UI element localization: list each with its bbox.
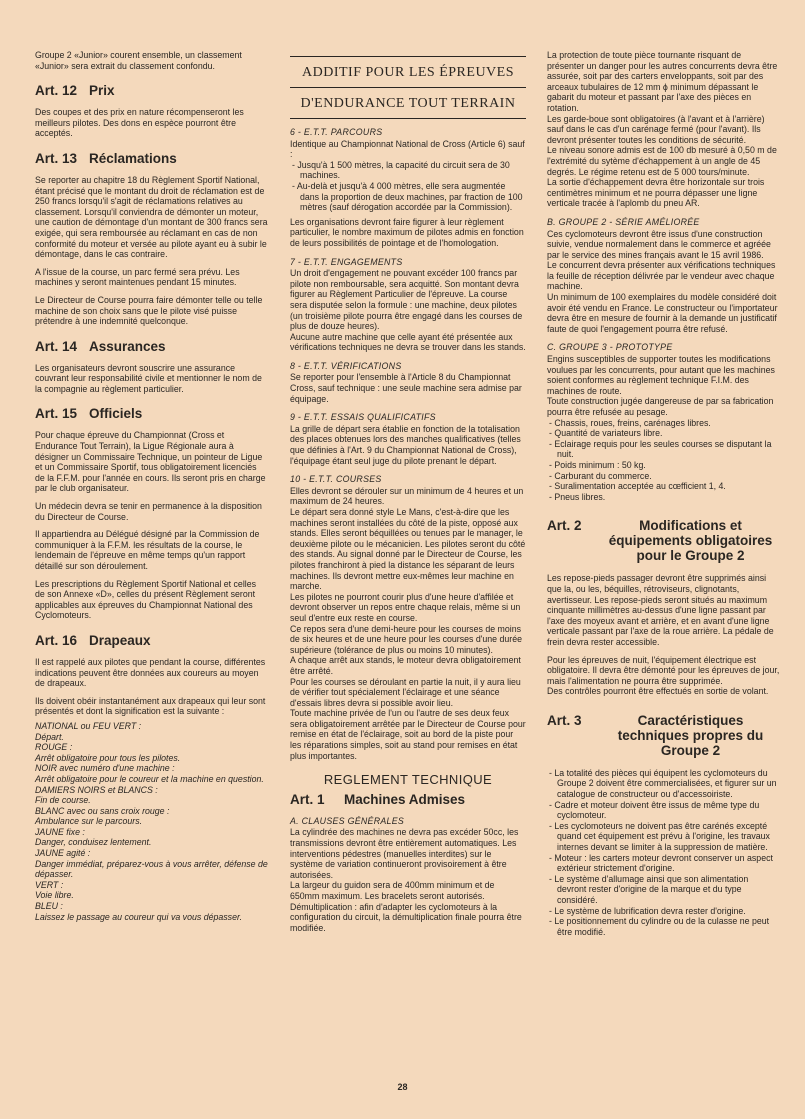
list-item: - Le système de lubrification devra rester d'origine. [549, 905, 746, 916]
divider [290, 118, 526, 119]
paragraph: Toute construction jugée dangereuse de par sa fabrication pourra être refusée au pesage. [547, 396, 774, 417]
list-item: - Carburant du commerce. [549, 470, 652, 481]
list-item: - Eclairage requis pour les seules courses se disputant la nuit. [549, 438, 772, 460]
flag-line: NOIR avec numéro d'une machine : [35, 763, 175, 774]
flag-line: BLEU : [35, 901, 63, 912]
paragraph: Les garde-boue sont obligatoires (à l'avant et à l'arrière) sauf dans le cas d'un carénage fermé (pour l'avant). Ils devront présenter toutes les conditions de sécurité. [547, 113, 765, 145]
list-item: - Au-delà et jusqu'à 4 000 mètres, elle sera augmentée dans la proportion de deux machines, par fraction de 100 mètres (sauf dérogation accordée par la Commission). [292, 180, 523, 213]
subsection-title: A. CLAUSES GÉNÉRALES [290, 815, 405, 826]
paragraph: La sortie d'échappement devra être horizontale sur trois centimètres minimum et ne pourra dépasser une ligne verticale tracée à l'aplomb du pneu AR. [547, 177, 765, 209]
article-16-heading: Art. 16 Drapeaux [35, 632, 151, 648]
section-banner: ADDITIF POUR LES ÉPREUVES [301, 65, 514, 80]
paragraph: Aucune autre machine que celle ayant été présentée aux vérifications techniques ne devra se trouver dans les stands. [290, 331, 526, 353]
paragraph: Pour les courses se déroulant en partie la nuit, il y aura lieu de vérifier tout spécialement l'éclairage et une séance d'essais libres devra si possible avoir lieu. [290, 676, 521, 708]
article-16-text: Il est rappelé aux pilotes que pendant la course, différentes indications peuvent être données aux coureurs au moyen de drapeaux. [35, 656, 266, 689]
article-13-heading: Art. 13 Réclamations [35, 150, 177, 166]
column-right [547, 50, 780, 941]
paragraph: Les pilotes ne pourront courir plus d'une heure d'affilée et devront observer un repos entre chaque relais, même si un seul d'entre eux reste en course. [290, 591, 521, 623]
column-middle [290, 50, 526, 933]
article-16-text: Ils doivent obéir instantanément aux drapeaux qui leur sont présentés et dont la signification est la suivante : [35, 695, 266, 717]
paragraph: Ce repos sera d'une demi-heure pour les courses de moins de six heures et de une heure pour les courses d'une durée supérieure (tolérance de plus ou moins 10 minutes). [290, 623, 523, 655]
article-15-text: Un médecin devra se tenir en permanence à la disposition du Directeur de Course. [35, 501, 262, 522]
paragraph: Toute machine privée de l'un ou l'autre de ses deux feux sera obligatoirement arrêtée par le Directeur de Course pour remise en état de l'éclairage, soit au bord de la piste pour les réparations simples, soit au stand pour remises en état plus importantes. [290, 708, 526, 761]
paragraph: Les repose-pieds passager devront être supprimés ainsi que la, ou les, béquilles, rétroviseurs, clignotants, avertisseur. Les repose-pieds seront situés au maximum cinquante millimètres au-dessus d'une ligne passant par l'axe des moyeux avant et arrière, et en avant d'une ligne verticale passant par l'axe de la roue arrière. La pédale de frein devra rester accessible. [547, 573, 774, 647]
flag-line: ROUGE : [35, 742, 73, 753]
paragraph: Démultiplication : afin d'adapter les cyclomoteurs à la configuration du circuit, la démultiplication finale pourra être modifiée. [290, 901, 522, 933]
subsection-title: B. GROUPE 2 - SÉRIE AMÉLIORÉE [547, 216, 700, 227]
paragraph: Identique au Championnat National de Cross (Article 6) sauf : [290, 138, 525, 160]
list-item: - Jusqu'à 1 500 mètres, la capacité du circuit sera de 30 machines. [292, 159, 510, 181]
list [290, 160, 526, 213]
article-14-heading: Art. 14 Assurances [35, 338, 166, 354]
paragraph: Les organisations devront faire figurer à leur règlement particulier, le nombre maximum de pilotes admis en fonction de leurs possibilités de pointage et de l'homologation. [290, 216, 524, 248]
flag-line: JAUNE agité : [35, 848, 91, 859]
flag-line: JAUNE fixe : [35, 826, 85, 837]
flag-line: Laissez le passage au coureur qui va vous dépasser. [35, 911, 243, 922]
paragraph: Un droit d'engagement ne pouvant excéder 100 francs par pilote non remboursable, sera acquitté. Son montant devra figurer au Règlement Particulier de l'épreuve. La course sera disputée selon la formule : une machine, deux pilotes (un troisième pilote pourra être engagé dans les courses de plus de douze heures). [290, 268, 523, 332]
flag-line: Danger immédiat, préparez-vous à vous arrêter, défense de dépasser. [35, 858, 268, 880]
list-item: - Le système d'allumage ainsi que son alimentation devront rester d'origine de la marque et du type considéré. [549, 873, 749, 905]
flag-line: Fin de course. [35, 795, 91, 806]
list-item: - Pneus libres. [549, 491, 606, 502]
subsection-title: 6 - E.T.T. PARCOURS [290, 127, 383, 137]
paragraph: La protection de toute pièce tournante risquant de présenter un danger pour les autres concurrents devra être assurée, soit par des carters enveloppants, soit par des arceaux tubulaires de 12 mm ϕ minimum dépassant le gabarit du moteur et passant par l'axe des pièces en rotation. [547, 50, 778, 113]
list-item: - Moteur : les carters moteur devront conserver un aspect extérieur strictement d'origine. [549, 852, 773, 874]
article-15-heading: Art. 15 Officiels [35, 406, 143, 422]
article-2-heading: Art. 2 Modifications et équipements obligatoires pour le Groupe 2 [547, 518, 773, 564]
subsection-title: 7 - E.T.T. ENGAGEMENTS [290, 256, 403, 267]
list-item: - Chassis, roues, freins, carénages libres. [549, 417, 711, 428]
paragraph: Le niveau sonore admis est de 100 db mesuré à 0,50 m de l'extrémité du sytème d'échappement à un angle de 45 degrés. Le régime retenu est de 5 000 tours/minute. [547, 145, 777, 177]
section-banner: D'ENDURANCE TOUT TERRAIN [300, 96, 516, 111]
paragraph: Elles devront se dérouler sur un minimum de 4 heures et un maximum de 24 heures. [290, 485, 524, 507]
paragraph: La largeur du guidon sera de 400mm minimum et de 650mm maximum. Les bracelets seront autorisés. [290, 880, 495, 901]
list-item: - Cadre et moteur doivent être issus de même type du cyclomoteur. [549, 799, 760, 821]
list-item: - Quantité de variateurs libre. [549, 428, 663, 439]
article-15-text: Pour chaque épreuve du Championnat (Cross et Endurance Tout Terrain), la Ligue Régionale aura à désigner un Commissaire Technique, un pointeur de Ligue et un Commissaire Sportif, tous obligatoirement licenciés de la F.F.M. pour l'année en cours. Ils seront pris en charge par le club organisateur. [35, 430, 266, 494]
subsection-title: 10 - E.T.T. COURSES [290, 474, 382, 485]
paragraph: Un minimum de 100 exemplaires du modèle considéré doit avoir été vendu en France. Le constructeur ou l'importateur devra être en mesure de fournir à la demande un justificatif faute de quoi l'engagement pourra être refusé. [547, 292, 778, 334]
article-13-text: Se reporter au chapitre 18 du Règlement Sportif National, étant précisé que le montant du droit de réclamation est de 250 francs lorsqu'il s'agit de réclamations relatives au classement. Lorsqu'il conviendra de démonter un moteur, une caution de démontage d'un montant de 300 francs sera exigée, qui sera remboursée au réclamant en cas de non conformité du moteur et versée au pilote ayant eu à subir le démontage, dans le cas contraire. [35, 174, 268, 260]
list-item: - Le positionnement du cylindre ou de la culasse ne peut être modifié. [549, 916, 770, 937]
paragraph: Des contrôles pourront être effectués en sortie de volant. [547, 686, 769, 697]
article-12-text: Des coupes et des prix en nature récompenseront les meilleurs pilotes. Des dons en espèce pourront être acceptés. [35, 107, 244, 139]
list-item: - Les cyclomoteurs ne doivent pas être carénés excepté quand cet équipement est prévu à l'origine, les travaux internes devant se limiter à la suppression de matière. [549, 820, 770, 853]
paragraph: La grille de départ sera établie en fonction de la totalisation des places obtenues lors des manches qualificatives (telles que définies à l'Art. 9 du Championnat National de Cross), l'équipage étant seul juge du pilote prenant le départ. [290, 423, 521, 466]
article-15-text: Il appartiendra au Délégué désigné par la Commission de communiquer à la F.F.M. les résultats de la course, le lendemain de l'épreuve en même temps qu'un rapport détaillé sur son déroulement. [35, 529, 260, 571]
paragraph: Le concurrent devra présenter aux vérifications techniques la feuille de réception délivrée par le vendeur avec chaque machine. [547, 260, 776, 292]
paragraph: Pour les épreuves de nuit, l'équipement électrique est obligatoire. Il devra être démonté pour les épreuves de jour, mais l'alimentation ne pourra être supprimée. [547, 654, 780, 686]
article-1-heading: Art. 1 Machines Admises [290, 791, 466, 807]
paragraph: Se reporter pour l'ensemble à l'Article 8 du Championnat Cross, sauf technique : une seule machine sera admise par équipage. [290, 372, 522, 404]
article-14-text: Les organisateurs devront souscrire une assurance couvrant leur responsabilité civile et mentionner le nom de la compagnie au règlement particulier. [35, 362, 262, 394]
intro-paragraph: Groupe 2 «Junior» courent ensemble, un classement «Junior» sera extrait du classement confondu. [35, 50, 242, 71]
flag-line: Arrêt obligatoire pour tous les pilotes. [35, 752, 181, 763]
flag-line: VERT : [35, 879, 64, 890]
paragraph: Engins susceptibles de supporter toutes les modifications voulues par les concurrents, pour autant que les machines soient conformes au règlement technique F.I.M. des machines de route. [547, 354, 775, 396]
list-item: - La totalité des pièces qui équipent les cyclomoteurs du Groupe 2 doivent être commercialisées, et figurer sur un catalogue de constructeur ou d'accessoiriste. [549, 767, 777, 800]
flag-line: BLANC avec ou sans croix rouge : [35, 805, 170, 816]
flag-line: NATIONAL ou FEU VERT : [35, 720, 142, 731]
article-3-heading: Art. 3 Caractéristiques techniques propres du Groupe 2 [547, 712, 764, 758]
subsection-title: C. GROUPE 3 - PROTOTYPE [547, 342, 673, 353]
page-number: 28 [397, 1082, 408, 1092]
flag-line: Voie libre. [35, 890, 74, 901]
technical-rules-title: REGLEMENT TECHNIQUE [323, 772, 493, 788]
article-12-heading: Art. 12 Prix [35, 83, 115, 99]
article-15-text: Les prescriptions du Règlement Sportif National et celles de son Annexe «D», celles du présent Règlement seront applicables aux épreuves du Championnat National des Cyclomoteurs. [35, 578, 257, 621]
flag-line: Arrêt obligatoire pour le coureur et la machine en question. [35, 773, 264, 784]
paragraph: A chaque arrêt aux stands, le moteur devra obligatoirement être arrêté. [290, 655, 521, 676]
article-13-text: Le Directeur de Course pourra faire démonter telle ou telle machine de son choix sans que le pilote visé puisse prétendre à une indemnité quelconque. [35, 294, 263, 327]
flag-list [35, 721, 268, 922]
subsection-title: 9 - E.T.T. ESSAIS QUALIFICATIFS [290, 412, 436, 423]
flag-line: Danger, conduisez lentement. [35, 837, 152, 848]
article-13-text: A l'issue de la course, un parc fermé sera prévu. Les machines y seront maintenues pendant 15 minutes. [35, 266, 240, 288]
paragraph: Le départ sera donné style Le Mans, c'est-à-dire que les machines seront installées du côté de la piste, opposé aux stands. Elles seront béquillées ou tenues par le manager, le deuxième pilote ou le mécanicien. Les pilotes seront du côté des stands. Au signal donné par le Directeur de Course, les pilotes franchiront à pied la distance les séparant de leurs machines. Ils devront mettre eux-mêmes leur machine en marche. [290, 507, 526, 592]
list-item: - Poids minimum : 50 kg. [549, 459, 646, 470]
list [547, 418, 780, 503]
paragraph: La cylindrée des machines ne devra pas excéder 50cc, les transmissions devront être entièrement automatiques. Les interventions pédestres (manuelles interdites) sur le système de variation continueront provisoirement à être autorisées. [290, 827, 519, 880]
list [547, 768, 780, 938]
paragraph: Ces cyclomoteurs devront être issus d'une construction suivie, vendue normalement dans le commerce et agréée par le service des mines français avant le 15 avril 1986. [547, 228, 771, 260]
flag-line: Ambulance sur le parcours. [35, 816, 143, 827]
flag-line: DAMIERS NOIRS et BLANCS : [35, 784, 158, 795]
list-item: - Suralimentation acceptée au cœfficient 1, 4. [549, 481, 726, 492]
column-left [35, 50, 268, 922]
subsection-title: 8 - E.T.T. VÉRIFICATIONS [290, 360, 402, 371]
flag-line: Départ. [35, 731, 64, 742]
